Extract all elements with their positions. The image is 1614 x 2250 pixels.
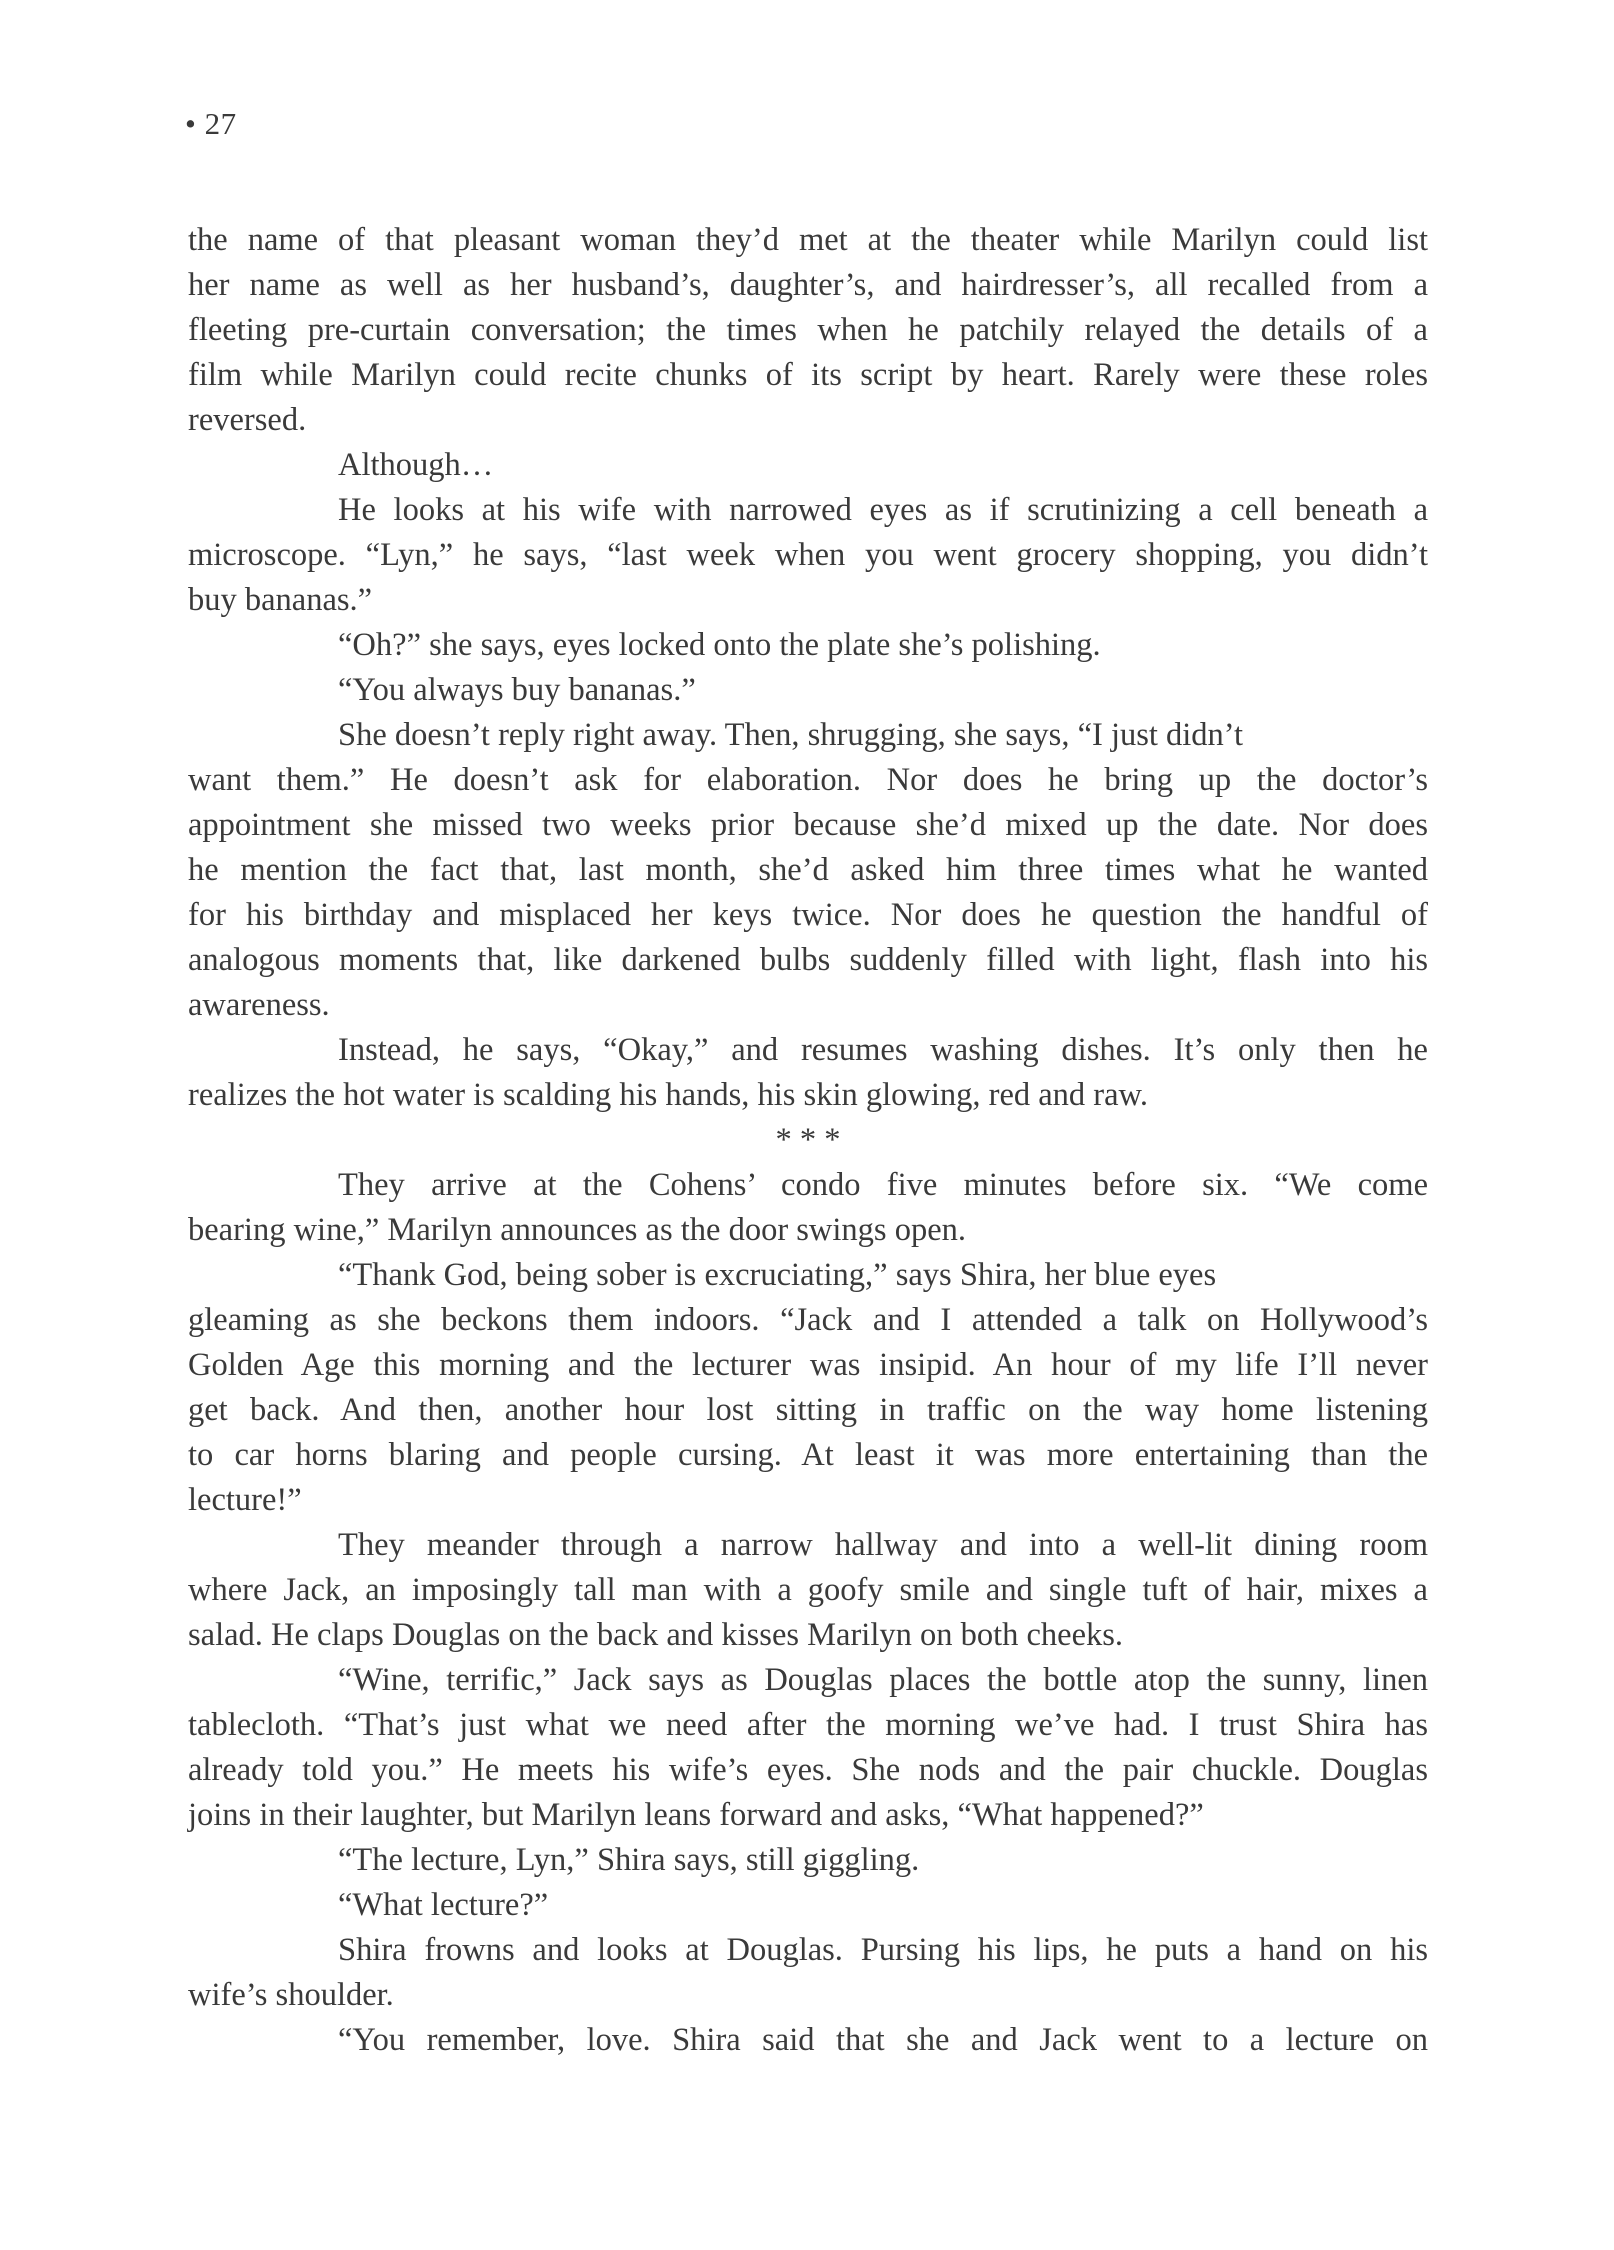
text-line: buy bananas.” (188, 582, 373, 618)
text-line: realizes the hot water is scalding his hands, his skin glowing, red and raw. (188, 1077, 1149, 1113)
text-line: awareness. (188, 987, 330, 1023)
text-line: wife’s shoulder. (188, 1977, 394, 2013)
text-line: microscope. “Lyn,” he says, “last week when you went grocery shopping, you didn’t (188, 537, 1428, 573)
text-line: bearing wine,” Marilyn announces as the door swings open. (188, 1212, 967, 1248)
page-number: • 27 (185, 106, 237, 141)
text-line: get back. And then, another hour lost sitting in traffic on the way home listening (188, 1392, 1428, 1428)
text-line: want them.” He doesn’t ask for elaboration. Nor does he bring up the doctor’s (188, 762, 1428, 798)
text-line: film while Marilyn could recite chunks of its script by heart. Rarely were these roles (188, 357, 1428, 393)
text-line: Instead, he says, “Okay,” and resumes washing dishes. It’s only then he (338, 1032, 1428, 1068)
text-line: where Jack, an imposingly tall man with a goofy smile and single tuft of hair, mixes a (188, 1572, 1428, 1608)
text-line: “What lecture?” (338, 1887, 549, 1923)
text-line: “You remember, love. Shira said that she and Jack went to a lecture on (338, 2022, 1428, 2058)
text-line: Although… (338, 447, 494, 483)
text-line: tablecloth. “That’s just what we need after the morning we’ve had. I trust Shira has (188, 1707, 1428, 1743)
text-line: to car horns blaring and people cursing. At least it was more entertaining than the (188, 1437, 1428, 1473)
body-text (188, 218, 1428, 2063)
text-line: fleeting pre-curtain conversation; the times when he patchily relayed the details of a (188, 312, 1428, 348)
text-line: They arrive at the Cohens’ condo five minutes before six. “We come (338, 1167, 1428, 1203)
text-line: appointment she missed two weeks prior because she’d mixed up the date. Nor does (188, 807, 1428, 843)
text-line: They meander through a narrow hallway and into a well-lit dining room (338, 1527, 1428, 1563)
text-line: Golden Age this morning and the lecturer was insipid. An hour of my life I’ll never (188, 1347, 1428, 1383)
text-line: her name as well as her husband’s, daughter’s, and hairdresser’s, all recalled from a (188, 267, 1428, 303)
text-line: “Oh?” she says, eyes locked onto the plate she’s polishing. (338, 627, 1101, 663)
section-break: * * * (775, 1122, 841, 1158)
text-line: salad. He claps Douglas on the back and kisses Marilyn on both cheeks. (188, 1617, 1124, 1653)
text-line: he mention the fact that, last month, she’d asked him three times what he wanted (188, 852, 1428, 888)
text-line: “The lecture, Lyn,” Shira says, still giggling. (338, 1842, 920, 1878)
text-line: analogous moments that, like darkened bulbs suddenly filled with light, flash into his (188, 942, 1428, 978)
text-line: gleaming as she beckons them indoors. “Jack and I attended a talk on Hollywood’s (188, 1302, 1428, 1338)
text-line: already told you.” He meets his wife’s eyes. She nods and the pair chuckle. Douglas (188, 1752, 1428, 1788)
text-line: for his birthday and misplaced her keys twice. Nor does he question the handful of (188, 897, 1428, 933)
text-line: He looks at his wife with narrowed eyes as if scrutinizing a cell beneath a (338, 492, 1428, 528)
text-line: “Thank God, being sober is excruciating,” says Shira, her blue eyes (338, 1257, 1217, 1293)
text-line: She doesn’t reply right away. Then, shrugging, she says, “I just didn’t (338, 717, 1244, 753)
text-line: joins in their laughter, but Marilyn leans forward and asks, “What happened?” (188, 1797, 1204, 1833)
text-line: Shira frowns and looks at Douglas. Pursing his lips, he puts a hand on his (338, 1932, 1428, 1968)
text-line: reversed. (188, 402, 307, 438)
text-line: “Wine, terrific,” Jack says as Douglas places the bottle atop the sunny, linen (338, 1662, 1428, 1698)
text-line: the name of that pleasant woman they’d met at the theater while Marilyn could list (188, 222, 1428, 258)
text-line: “You always buy bananas.” (338, 672, 696, 708)
text-line: lecture!” (188, 1482, 302, 1518)
